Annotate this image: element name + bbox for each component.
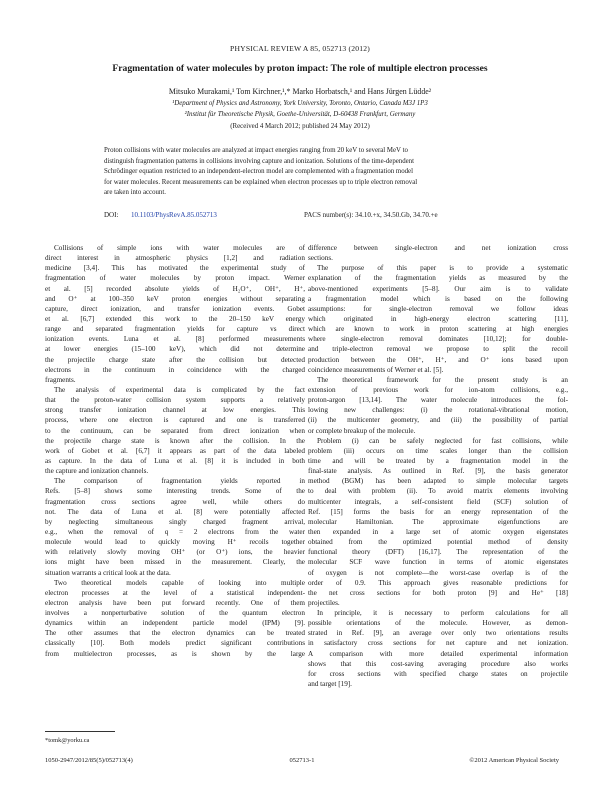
text-line: et al. [5] recorded absolute yields of H₂O⁺, OH⁺, H⁺,: [45, 284, 305, 293]
text-line: which originated in high-energy electron scattering [11],: [308, 314, 568, 323]
text-line: The analysis of experimental data is complicated by the fact: [54, 385, 305, 394]
text-line: classically [10]. Both models predict significant contributions: [45, 639, 305, 648]
text-line: projectiles.: [308, 598, 340, 607]
text-line: fragments.: [45, 375, 76, 384]
text-line: above-mentioned experiments [5–8]. Our aim is to validate: [308, 284, 568, 293]
text-line: Collisions of simple ions with water molecules are of: [54, 244, 305, 252]
text-line: that the proton-water collision system supports a relatively: [45, 396, 305, 405]
text-line: electron processes at the level of a statistical independent-: [45, 588, 305, 597]
text-line: electrons in the continuum in coincidence with the charged: [45, 365, 305, 374]
text-line: Ref. [15] forms the basis for an energy representation of the: [308, 507, 568, 516]
text-line: where single-electron removal dominates [10,12]; for double-: [308, 335, 568, 344]
text-line: to deal with problem (ii). To avoid matrix elements involving: [308, 487, 568, 496]
text-line: A comparison with more detailed experimental information: [308, 649, 568, 658]
text-line: problem (iii) occurs on time scales longer than the collision: [308, 446, 568, 455]
text-line: et al. [6,7] extended this work to the 20–150 keV energy: [45, 314, 305, 323]
text-line: ions might have been missed in the measurement. Clearly, the: [45, 558, 305, 567]
text-line: proton-argon [13,14]. The water molecule introduces the fol-: [308, 396, 568, 405]
text-line: strated in Ref. [9], an average over only two orientations results: [308, 629, 568, 638]
text-line: and target [19].: [308, 680, 352, 689]
footnote-rule: [45, 731, 115, 732]
text-line: a fragmentation model which is based on the following: [308, 294, 568, 303]
right-column: [308, 243, 568, 689]
text-line: by neglecting simultaneous singly charged fragment arrival,: [45, 517, 305, 526]
text-line: The other assumes that the electron dynamics can be treated: [45, 629, 305, 638]
text-line: dynamics within an independent particle model (IPM) [9].: [45, 619, 305, 628]
text-line: method (BGM) has been adapted to simple molecular targets: [308, 477, 568, 486]
text-line: the net cross sections for both proton [9] and He⁺ [18]: [308, 588, 568, 597]
text-line: of oxygen is not complete—the worst-case overlap is of the: [308, 568, 568, 577]
text-line: order of 0.9. This approach gives reasonable predictions for: [308, 578, 568, 587]
abstract-line: are taken into account.: [104, 189, 166, 197]
text-line: at lower energies (15–100 keV), which did not determine: [45, 345, 305, 354]
author-list: Mitsuko Murakami,¹ Tom Kirchner,¹,* Marko Horbatsch,¹ and Hans Jürgen Lüdde²: [168, 87, 432, 96]
text-line: the capture and ionization channels.: [45, 467, 149, 476]
text-line: Refs. [5–8] shows some interesting trends. Some of the: [45, 487, 305, 496]
text-line: direct interest in atmospheric physics [1,2] and radiation: [45, 254, 305, 263]
text-line: Problem (i) can be safely neglected for fast collisions, while: [317, 436, 568, 445]
text-line: which are known to work in proton scattering at high energies: [308, 325, 568, 334]
running-head: PHYSICAL REVIEW A 85, 052713 (2012): [230, 44, 370, 53]
abstract-line: distinguish fragmentation patterns in collisions involving capture and ionization. Solutions of the time-dependent: [104, 157, 415, 165]
footer-issn: 1050-2947/2012/85(5)/052713(4): [45, 757, 133, 764]
text-line: in satisfactory cross sections for net capture and net ionization.: [308, 639, 568, 648]
affiliation-1: ¹Department of Physics and Astronomy, York University, Toronto, Ontario, Canada M3J 1P3: [172, 100, 428, 107]
text-line: for cross sections with specified charge states on projectile: [308, 669, 568, 678]
text-line: from multielectron processes, as is shown by the large: [45, 649, 305, 658]
text-line: (ii) the multicenter geometry, and (iii) the possibility of partial: [308, 416, 568, 425]
text-line: molecular SCF wave function in terms of atomic eigenstates: [308, 558, 568, 567]
text-line: Two theoretical models capable of looking into multiple: [54, 578, 305, 587]
affiliation-2: ²Institut für Theoretische Physik, Goethe-Universität, D-60438 Frankfurt, Germany: [184, 111, 416, 118]
text-line: time and will be treated by a fragmentation model in the: [308, 456, 568, 465]
text-line: The comparison of fragmentation yields reported in: [54, 477, 305, 486]
text-line: ionization events. Luna et al. [8] performed measurements: [45, 335, 305, 344]
text-line: range and separated fragmentation yields for capture vs direct: [45, 325, 305, 334]
text-line: lowing new challenges: (i) the rotational-vibrational motion,: [308, 406, 568, 415]
text-line: possible orientations of the molecule. However, as demon-: [308, 619, 568, 628]
text-line: to the continuum, can be separated from direct ionization when: [45, 426, 305, 435]
text-line: shows that this cost-saving averaging procedure also works: [308, 659, 568, 668]
text-line: The theoretical framework for the present study is an: [317, 375, 568, 384]
text-line: difference between single-electron and net ionization cross: [308, 244, 568, 252]
text-line: capture, direct ionization, and transfer ionization events. Gobet: [45, 304, 305, 313]
received-dates: (Received 4 March 2012; published 24 May 2012): [230, 123, 370, 130]
text-line: medicine [3,4]. This has motivated the experimental study of: [45, 264, 305, 273]
text-line: molecule would lead to quickly moving H⁺ recoils together: [45, 538, 305, 547]
text-line: and triple-electron removal we propose to split the recoil: [308, 345, 568, 354]
text-line: the projectile charge state after the collision but detected: [45, 355, 305, 364]
footer-copyright: ©2012 American Physical Society: [469, 757, 559, 764]
text-line: work of Gobet et al. [6,7] it appears as part of the data labeled: [45, 446, 305, 455]
text-line: electron analysis have been put forward recently. One of them: [45, 598, 305, 607]
text-line: process, where one electron is captured and one is transferred: [45, 416, 305, 425]
text-line: fragmentation of water molecules by proton impact. Werner: [45, 274, 305, 283]
paper-title: Fragmentation of water molecules by proton impact: The role of multiple electron processes: [112, 63, 488, 74]
text-line: molecular Hamiltonian. The approximate eigenfunctions are: [308, 517, 568, 526]
text-line: situation warrants a critical look at the data.: [45, 568, 171, 577]
text-line: not. The data of Luna et al. [8] were potentially affected: [45, 507, 305, 516]
text-line: or complete breakup of the molecule.: [308, 426, 416, 435]
footer-page-number: 052713-1: [289, 757, 315, 764]
text-line: the projectile charge state is known after the collision. In the: [45, 436, 305, 445]
text-line: e.g., when the removal of q = 2 electrons from the water: [45, 527, 305, 536]
abstract-line: for water molecules. Recent measurements can be explained when electron processes up to triple electron removal: [104, 178, 418, 186]
text-line: coincidence measurements of Werner et al. [5].: [308, 365, 444, 374]
doi-link[interactable]: 10.1103/PhysRevA.85.052713: [131, 211, 217, 219]
text-line: obtained from the optimized potential method of density: [308, 538, 568, 547]
doi-label: DOI:: [104, 211, 119, 219]
abstract-line: Schrödinger equation restricted to an independent-electron model are complemented with a fragmentation model: [104, 168, 413, 176]
text-line: then expanded in a large set of atomic oxygen eigenstates: [308, 527, 568, 536]
text-line: fragmentation cross sections agree well, while others do: [45, 497, 305, 506]
text-line: The purpose of this paper is to provide a systematic: [317, 264, 568, 273]
text-line: involves a nonperturbative solution of the quantum electron: [45, 609, 305, 618]
text-line: sections.: [308, 254, 333, 263]
footnote-email[interactable]: *tomk@yorku.ca: [45, 737, 90, 744]
text-line: strong transfer ionization channel at low energies. This: [45, 406, 305, 415]
text-line: as capture. In the data of Luna et al. [8] it is included in both: [45, 456, 305, 465]
text-line: production between the OH⁺, H⁺, and O⁺ ions based upon: [308, 355, 568, 364]
text-line: final-state analysis. As outlined in Ref. [9], the basis generator: [308, 467, 568, 476]
text-line: multicenter integrals, a self-consistent field (SCF) solution of: [308, 497, 568, 506]
abstract: [104, 146, 498, 199]
text-line: extension of previous work for ion-atom collisions, e.g.,: [308, 385, 568, 394]
text-line: functional theory (DFT) [16,17]. The representation of the: [308, 548, 568, 557]
left-column: [45, 243, 305, 659]
abstract-line: Proton collisions with water molecules are analyzed at impact energies ranging from 20 keV to several MeV to: [104, 147, 408, 154]
text-line: and O⁺ at 100–350 keV proton energies without separating: [45, 294, 305, 303]
text-line: with relatively slowly moving OH⁺ (or O⁺) ions, the heavier: [45, 548, 305, 557]
text-line: In principle, it is necessary to perform calculations for all: [317, 609, 568, 618]
text-line: assumptions: for single-electron removal we follow ideas: [308, 304, 568, 313]
text-line: explanation of the fragmentation yields as measured by the: [308, 274, 568, 283]
pacs-numbers: PACS number(s): 34.10.+x, 34.50.Gb, 34.70.+e: [304, 211, 438, 219]
